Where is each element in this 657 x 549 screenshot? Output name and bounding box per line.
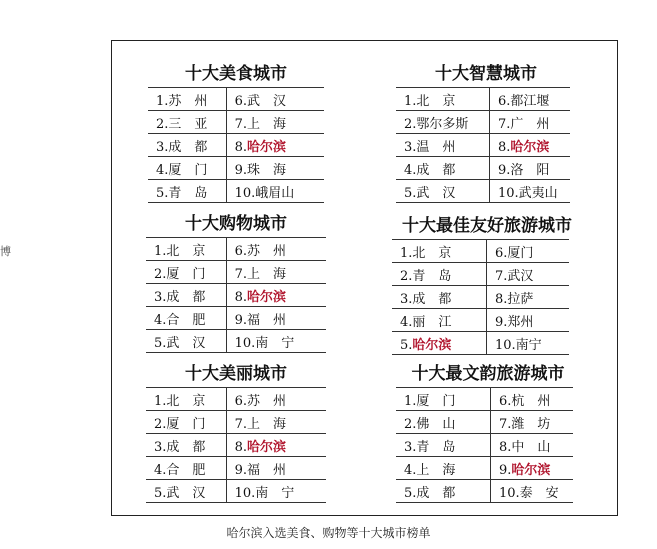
rank-cell: 2.三 亚	[148, 111, 226, 134]
table-row	[396, 157, 570, 180]
rank-cell: 9.哈尔滨	[491, 457, 574, 480]
rank-cell: 9.郑州	[487, 309, 570, 332]
ranking-section	[148, 61, 324, 203]
rank-cell: 7.广 州	[490, 111, 571, 134]
highlighted-city: 哈尔滨	[247, 289, 287, 305]
rank-cell: 6.苏 州	[226, 238, 326, 261]
rank-cell: 3.成 都	[146, 284, 226, 307]
highlighted-city: 哈尔滨	[247, 139, 287, 155]
rank-cell: 10.泰 安	[491, 480, 574, 503]
rank-cell: 3.温 州	[396, 134, 490, 157]
rank-cell: 6.武 汉	[226, 88, 324, 111]
ranking-section	[396, 61, 576, 203]
rank-cell: 10.武夷山	[490, 180, 571, 203]
rank-cell: 8.拉萨	[487, 286, 570, 309]
table-row	[146, 411, 326, 434]
highlighted-city: 哈尔滨	[247, 439, 287, 455]
table-row	[148, 157, 324, 180]
table-row	[396, 388, 573, 411]
rank-cell: 4.上 海	[396, 457, 491, 480]
table-row	[146, 434, 326, 457]
rank-cell: 4.成 都	[396, 157, 490, 180]
table-row	[146, 307, 326, 330]
cropped-sidebar-text: 博	[0, 245, 11, 258]
rank-cell: 7.潍 坊	[491, 411, 574, 434]
table-row	[148, 88, 324, 111]
rank-cell: 2.厦 门	[146, 261, 226, 284]
rank-cell: 7.上 海	[226, 411, 326, 434]
ranking-table	[146, 387, 326, 503]
rank-cell: 8.哈尔滨	[226, 284, 326, 307]
table-row	[146, 480, 326, 503]
rank-cell: 4.厦 门	[148, 157, 226, 180]
rank-cell: 7.武汉	[487, 263, 570, 286]
table-row	[146, 388, 326, 411]
rank-cell: 2.鄂尔多斯	[396, 111, 490, 134]
table-row	[396, 111, 570, 134]
image-caption: 哈尔滨入选美食、购物等十大城市榜单	[226, 526, 431, 540]
rank-cell: 10.南宁	[487, 332, 570, 355]
rank-cell: 1.苏 州	[148, 88, 226, 111]
table-row	[148, 180, 324, 203]
table-row	[396, 88, 570, 111]
rank-cell: 5.哈尔滨	[392, 332, 487, 355]
table-row	[392, 286, 569, 309]
rank-cell: 6.杭 州	[491, 388, 574, 411]
rank-cell: 1.北 京	[396, 88, 490, 111]
rank-cell: 1.北 京	[146, 388, 226, 411]
ranking-table	[396, 87, 570, 203]
rank-cell: 10.南 宁	[226, 480, 326, 503]
table-row	[396, 457, 573, 480]
rank-cell: 5.武 汉	[146, 480, 226, 503]
table-row	[396, 180, 570, 203]
rank-cell: 10.南 宁	[226, 330, 326, 353]
table-row	[396, 134, 570, 157]
rank-cell: 8.中 山	[491, 434, 574, 457]
table-row	[146, 238, 326, 261]
table-row	[396, 434, 573, 457]
rank-cell: 5.成 都	[396, 480, 491, 503]
section-title: 十大智慧城市	[435, 64, 537, 84]
rank-cell: 4.丽 江	[392, 309, 487, 332]
section-title: 十大最佳友好旅游城市	[402, 216, 572, 236]
highlighted-city: 哈尔滨	[510, 139, 550, 155]
rank-cell: 2.佛 山	[396, 411, 491, 434]
table-row	[146, 330, 326, 353]
table-row	[396, 411, 573, 434]
highlighted-city: 哈尔滨	[412, 337, 452, 353]
rank-cell: 5.武 汉	[146, 330, 226, 353]
rank-cell: 7.上 海	[226, 261, 326, 284]
table-row	[392, 240, 569, 263]
table-row	[146, 457, 326, 480]
section-title: 十大最文韵旅游城市	[411, 364, 565, 384]
ranking-image-frame	[111, 40, 618, 516]
rank-cell: 8.哈尔滨	[226, 134, 324, 157]
rank-cell: 3.成 都	[148, 134, 226, 157]
table-row	[392, 263, 569, 286]
rank-cell: 9.福 州	[226, 307, 326, 330]
rank-cell: 4.合 肥	[146, 457, 226, 480]
section-title: 十大美食城市	[185, 64, 287, 84]
table-row	[396, 480, 573, 503]
table-row	[392, 309, 569, 332]
rank-cell: 3.青 岛	[396, 434, 491, 457]
rank-cell: 6.厦门	[487, 240, 570, 263]
rank-cell: 10.峨眉山	[226, 180, 324, 203]
table-row	[146, 284, 326, 307]
rank-cell: 2.厦 门	[146, 411, 226, 434]
ranking-section	[396, 361, 580, 503]
section-title: 十大美丽城市	[185, 364, 287, 384]
highlighted-city: 哈尔滨	[511, 462, 551, 478]
table-row	[146, 261, 326, 284]
rank-cell: 7.上 海	[226, 111, 324, 134]
rank-cell: 1.北 京	[392, 240, 487, 263]
rank-cell: 5.武 汉	[396, 180, 490, 203]
rank-cell: 5.青 岛	[148, 180, 226, 203]
rank-cell: 4.合 肥	[146, 307, 226, 330]
ranking-table	[148, 87, 324, 203]
rank-cell: 9.珠 海	[226, 157, 324, 180]
rank-cell: 1.厦 门	[396, 388, 491, 411]
ranking-table	[146, 237, 326, 353]
ranking-table	[396, 387, 573, 503]
rank-cell: 9.福 州	[226, 457, 326, 480]
table-row	[148, 111, 324, 134]
ranking-section	[146, 361, 326, 503]
table-row	[392, 332, 569, 355]
rank-cell: 6.都江堰	[490, 88, 571, 111]
ranking-section	[146, 211, 326, 353]
rank-cell: 3.成 都	[392, 286, 487, 309]
rank-cell: 2.青 岛	[392, 263, 487, 286]
rank-cell: 6.苏 州	[226, 388, 326, 411]
section-title: 十大购物城市	[185, 214, 287, 234]
ranking-section	[392, 213, 582, 355]
rank-cell: 8.哈尔滨	[226, 434, 326, 457]
rank-cell: 9.洛 阳	[490, 157, 571, 180]
ranking-table	[392, 239, 569, 355]
table-row	[148, 134, 324, 157]
rank-cell: 8.哈尔滨	[490, 134, 571, 157]
rank-cell: 1.北 京	[146, 238, 226, 261]
rank-cell: 3.成 都	[146, 434, 226, 457]
